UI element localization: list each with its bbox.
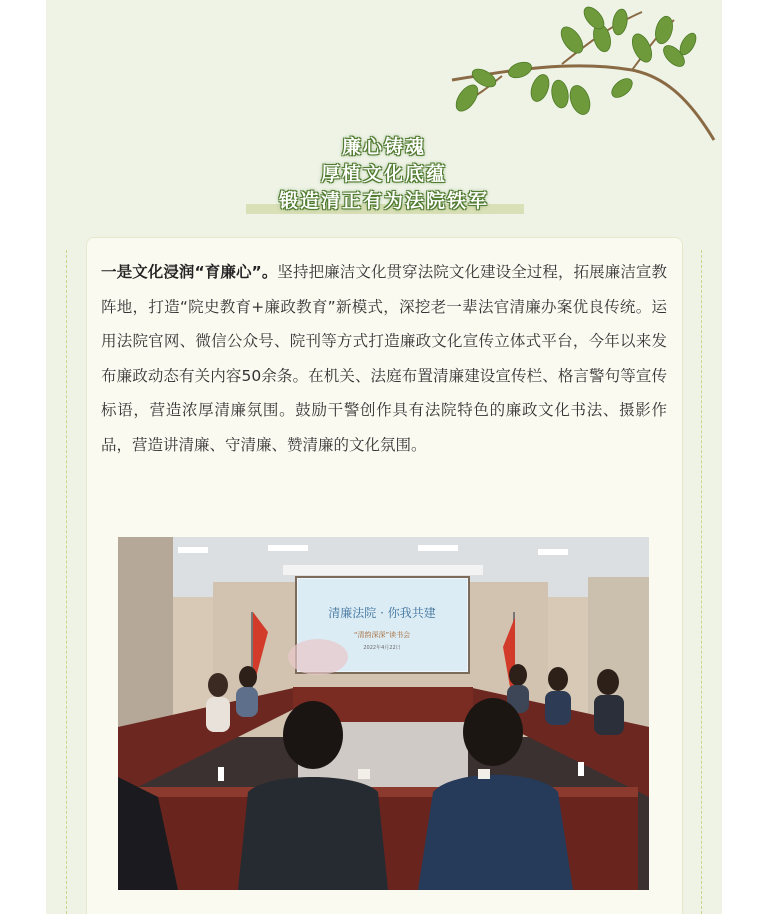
section-title (46, 134, 722, 215)
meeting-photo (118, 537, 649, 890)
dashed-border-right (701, 250, 702, 914)
article-paragraph (101, 255, 667, 463)
screen-title: 清廉法院 · 你我共建 (328, 606, 436, 620)
article-page (46, 0, 722, 914)
paragraph-body: 坚持把廉洁文化贯穿法院文化建设全过程，拓展廉洁宣教阵地，打造“院史教育+廉政教育”新模式，深挖老一辈法官清廉办案优良传统。运用法院官网、微信公众号、院刊等方式打造廉政文化宣传立体式平台，今年以来发布廉政动态有关内容50余条。在机关、法庭布置清廉建设宣传栏、格言警句等宣传标语，营造浓厚清廉氛围。鼓励干警创作具有法院特色的廉政文化书法、摄影作品，营造讲清廉、守清廉、赞清廉的文化氛围。 (101, 263, 667, 454)
screen-subtitle: “清韵深深”读书会 (353, 631, 411, 639)
dashed-border-left (66, 250, 67, 914)
paragraph-lead: 一是文化浸润“育廉心”。 (101, 263, 278, 281)
title-line-2: 厚植文化底蕴 (320, 163, 447, 185)
screen-date: 2022年4月22日 (363, 645, 401, 651)
title-line-3: 锻造清正有为法院铁军 (278, 190, 489, 212)
title-line-1: 廉心铸魂 (341, 136, 426, 158)
